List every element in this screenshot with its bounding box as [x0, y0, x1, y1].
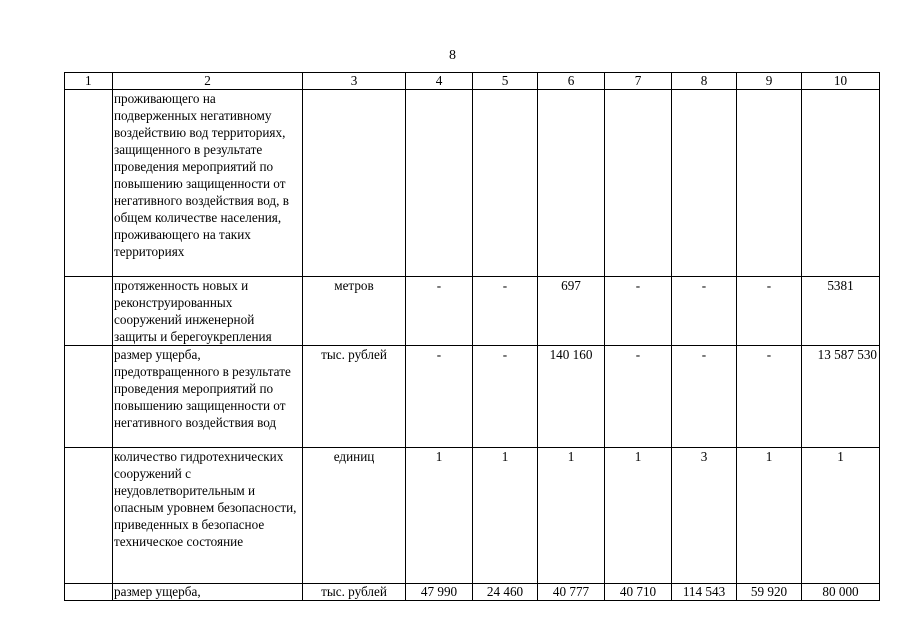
column-header: 7: [605, 73, 672, 90]
value-cell: 40 777: [538, 584, 605, 601]
indicator-description: размер ущерба, предотвращенного в результате проведения мероприятий по повышению защищенности от негативного воздействия вод: [113, 346, 303, 448]
table-row: [65, 90, 880, 277]
table-row: [65, 277, 880, 346]
indicator-description: размер ущерба,: [113, 584, 303, 601]
value-cell: 1: [802, 448, 880, 584]
column-header: 3: [303, 73, 406, 90]
value-cell: 40 710: [605, 584, 672, 601]
column-header: 6: [538, 73, 605, 90]
value-cell: -: [406, 346, 473, 448]
value-cell: 3: [672, 448, 737, 584]
table-row: [65, 584, 880, 601]
value-cell: -: [605, 277, 672, 346]
value-cell: 1: [406, 448, 473, 584]
value-cell: 1: [737, 448, 802, 584]
value-cell: -: [605, 346, 672, 448]
value-cell: [605, 90, 672, 277]
value-cell: -: [672, 277, 737, 346]
unit-cell: метров: [303, 277, 406, 346]
column-header: 4: [406, 73, 473, 90]
value-cell: 80 000: [802, 584, 880, 601]
row-number-cell: [65, 346, 113, 448]
row-number-cell: [65, 448, 113, 584]
value-cell: -: [473, 346, 538, 448]
indicator-description: проживающего на подверженных негативному воздействию вод территориях, защищенного в результате проведения мероприятий по повышению защищенности от негативного воздействия вод, в общем количестве населения, проживающего на таких территориях: [113, 90, 303, 277]
page-number: 8: [449, 48, 456, 63]
value-cell: 47 990: [406, 584, 473, 601]
column-header: 8: [672, 73, 737, 90]
value-cell: [473, 90, 538, 277]
value-cell: -: [672, 346, 737, 448]
value-cell: 24 460: [473, 584, 538, 601]
header-row: [65, 73, 880, 90]
row-number-cell: [65, 90, 113, 277]
indicator-description: количество гидротехнических сооружений с неудовлетворительным и опасным уровнем безопасности, приведенных в безопасное техническое состояние: [113, 448, 303, 584]
column-header: 5: [473, 73, 538, 90]
value-cell: 13 587 530: [802, 346, 880, 448]
indicators-table: [64, 72, 880, 601]
value-cell: 1: [605, 448, 672, 584]
unit-cell: [303, 90, 406, 277]
table-row: [65, 448, 880, 584]
value-cell: -: [406, 277, 473, 346]
value-cell: 140 160: [538, 346, 605, 448]
value-cell: [737, 90, 802, 277]
row-number-cell: [65, 277, 113, 346]
value-cell: 1: [538, 448, 605, 584]
column-header: 1: [65, 73, 113, 90]
value-cell: 1: [473, 448, 538, 584]
value-cell: [672, 90, 737, 277]
row-number-cell: [65, 584, 113, 601]
value-cell: [538, 90, 605, 277]
value-cell: 697: [538, 277, 605, 346]
value-cell: 59 920: [737, 584, 802, 601]
unit-cell: единиц: [303, 448, 406, 584]
unit-cell: тыс. рублей: [303, 584, 406, 601]
unit-cell: тыс. рублей: [303, 346, 406, 448]
indicator-description: протяженность новых и реконструированных сооружений инженерной защиты и берегоукрепления: [113, 277, 303, 346]
value-cell: -: [737, 277, 802, 346]
column-header: 9: [737, 73, 802, 90]
value-cell: -: [473, 277, 538, 346]
value-cell: -: [737, 346, 802, 448]
column-header: 10: [802, 73, 880, 90]
column-header: 2: [113, 73, 303, 90]
value-cell: [802, 90, 880, 277]
value-cell: [406, 90, 473, 277]
value-cell: 5381: [802, 277, 880, 346]
value-cell: 114 543: [672, 584, 737, 601]
table-row: [65, 346, 880, 448]
